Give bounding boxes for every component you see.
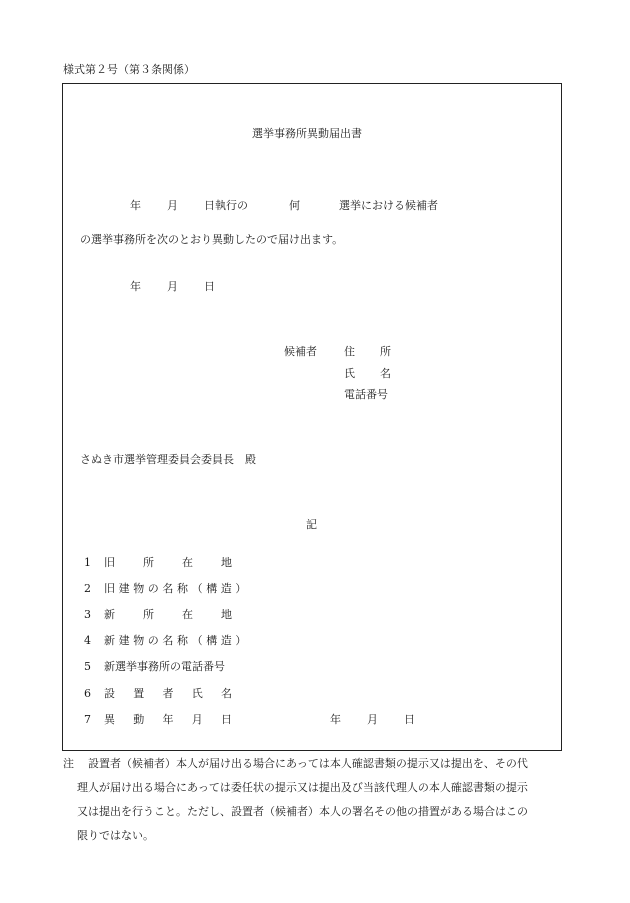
move-date-year: 年 <box>330 713 341 726</box>
item-number: 1 <box>84 556 91 569</box>
candidate-label: 候補者 <box>284 345 317 358</box>
intro-year: 年 <box>130 199 141 212</box>
move-date-month: 月 <box>367 713 378 726</box>
item-label-char: 年 <box>162 713 174 726</box>
form-frame <box>62 83 562 751</box>
note-line: 限りではない。 <box>77 829 154 842</box>
item-label-char: 異 <box>104 713 115 726</box>
item-label-char: 新 <box>104 608 115 621</box>
item-label <box>104 557 232 568</box>
note-mark: 注 <box>63 757 74 770</box>
move-date-day: 日 <box>404 713 415 726</box>
item-label-char: 設 <box>104 687 115 700</box>
address-char: 住 <box>344 345 355 358</box>
item-number: 6 <box>84 687 91 700</box>
item-label: 新選挙事務所の電話番号 <box>104 660 225 673</box>
item-number: 3 <box>84 608 91 621</box>
candidate-address-label <box>344 346 391 357</box>
item-label-char: 所 <box>143 556 154 569</box>
item-label-char: 地 <box>221 556 232 569</box>
item-label-char: 動 <box>133 713 145 726</box>
item-label-char: 旧 <box>104 556 115 569</box>
intro-day-election: 日執行の <box>204 199 248 212</box>
date-day: 日 <box>204 280 215 293</box>
item-label <box>104 688 232 699</box>
intro-election-candidate: 選挙における候補者 <box>339 199 438 212</box>
item-label <box>104 609 232 620</box>
note-line: 設置者（候補者）本人が届け出る場合にあっては本人確認書類の提示又は提出を、その代 <box>88 757 528 770</box>
intro-body: の選挙事務所を次のとおり異動したので届け出ます。 <box>80 233 344 246</box>
item-number: 4 <box>84 634 91 647</box>
document-title: 選挙事務所異動届出書 <box>252 127 362 140</box>
addressee: さぬき市選挙管理委員会委員長 殿 <box>80 453 256 466</box>
item-label: 新建物の名称（構造） <box>104 634 250 647</box>
form-label: 様式第２号（第３条関係） <box>63 63 195 76</box>
item-label-char: 名 <box>221 687 232 700</box>
note-line: 又は提出を行うこと。ただし、設置者（候補者）本人の署名その他の措置がある場合はこの <box>77 805 528 818</box>
item-label-char: 者 <box>162 687 174 700</box>
item-label-char: 在 <box>182 608 193 621</box>
item-label-char: 日 <box>221 713 232 726</box>
candidate-phone-label: 電話番号 <box>344 388 388 401</box>
address-char: 所 <box>380 345 391 358</box>
item-number: 7 <box>84 713 91 726</box>
item-number: 2 <box>84 582 91 595</box>
item-label <box>104 714 232 725</box>
item-label-char: 地 <box>221 608 232 621</box>
date-year: 年 <box>130 280 141 293</box>
ki-heading: 記 <box>306 518 317 531</box>
item-label: 旧建物の名称（構造） <box>104 582 250 595</box>
item-label-char: 置 <box>133 687 145 700</box>
item-number: 5 <box>84 660 91 673</box>
date-month: 月 <box>167 280 178 293</box>
item-label-char: 氏 <box>191 687 203 700</box>
candidate-name-label <box>344 368 391 379</box>
intro-what: 何 <box>289 199 300 212</box>
name-char: 氏 <box>344 367 355 380</box>
intro-month: 月 <box>167 199 178 212</box>
name-char: 名 <box>380 367 391 380</box>
item-label-char: 所 <box>143 608 154 621</box>
item-label-char: 月 <box>191 713 203 726</box>
item-label-char: 在 <box>182 556 193 569</box>
note-line: 理人が届け出る場合にあっては委任状の提示又は提出及び当該代理人の本人確認書類の提示 <box>77 781 528 794</box>
